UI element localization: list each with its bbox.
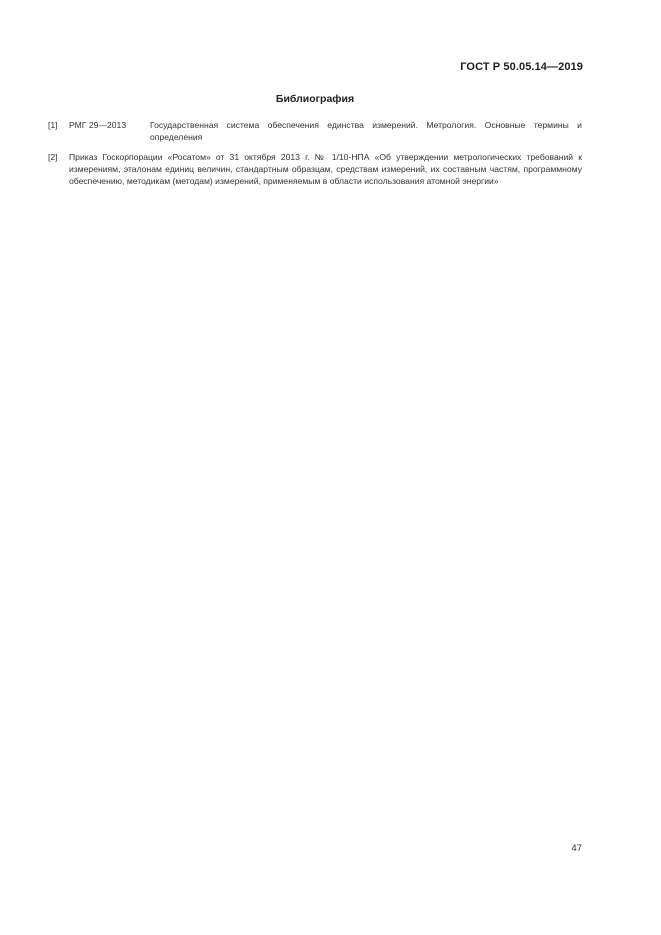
entry-number: [1] [48,120,58,130]
document-code: ГОСТ Р 50.05.14—2019 [460,61,583,73]
page-number: 47 [571,843,582,854]
bibliography-entry [48,151,582,188]
entry-text: Государственная система обеспечения единства измерений. Метрология. Основные термины и определения [150,120,582,143]
bibliography-entry [48,119,582,143]
entry-number: [2] [48,152,58,162]
entry-code: РМГ 29—2013 [69,120,127,130]
entry-text: Приказ Госкорпорации «Росатом» от 31 октября 2013 г. № 1/10-НПА «Об утверждении метрологических требований к измерениям, эталонам единиц величин, стандартным образцам, средствам измерений, их составным частям, программному обеспечению, методикам (методам) измерений, применяемым в области использования атомной энергии» [69,152,582,187]
section-title: Библиография [275,93,355,105]
